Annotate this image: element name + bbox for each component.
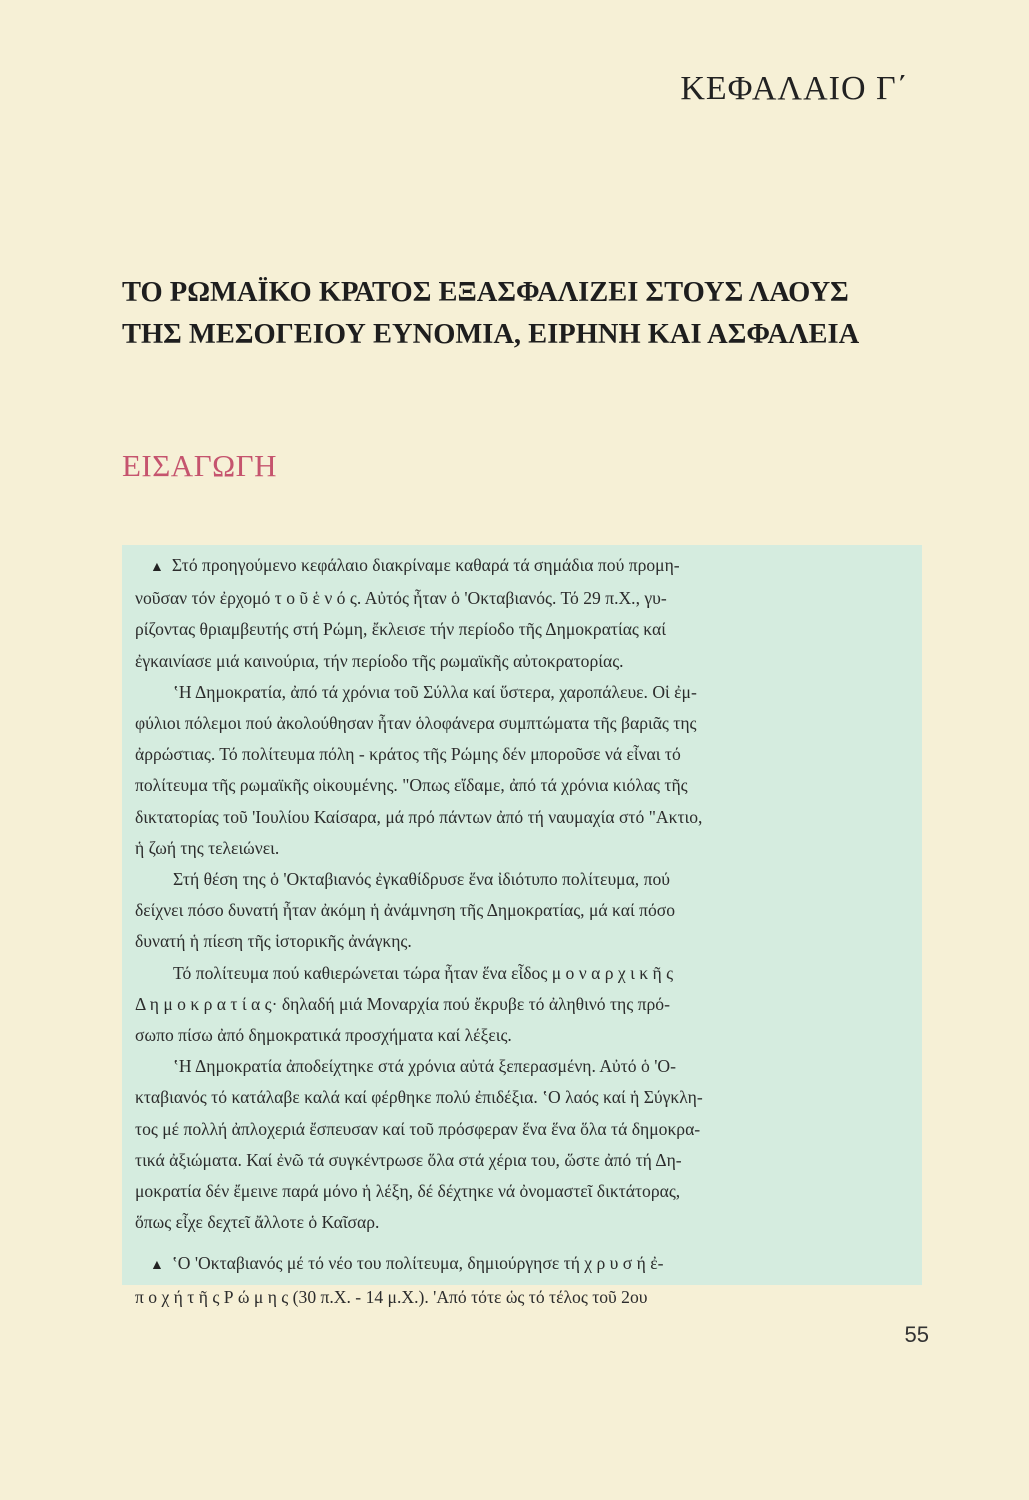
triangle-bullet-icon: ▲ xyxy=(150,1258,164,1274)
title-line-1: ΤΟ ΡΩΜΑΪΚΟ ΚΡΑΤΟΣ ΕΞΑΣΦΑΛΙΖΕΙ ΣΤΟΥΣ ΛΑΟΥΣ xyxy=(122,277,849,308)
text-line: τος μέ πολλή ἀπλοχεριά ἔσπευσαν καί τοῦ πρόσφεραν ἕνα ἕνα ὅλα τά δημοκρα- xyxy=(135,1118,701,1139)
text-line: ʽΗ Δημοκρατία ἀποδείχτηκε στά χρόνια αὐτά ξεπερασμένη. Αὐτό ὁ 'Ο- xyxy=(173,1056,676,1077)
text-line: ἀρρώστιας. Τό πολίτευμα πόλη - κράτος τῆς Ρώμης δέν μποροῦσε νά εἶναι τό xyxy=(135,744,681,765)
text-line: ▲ Στό προηγούμενο κεφάλαιο διακρίναμε καθαρά τά σημάδια πού προμη- xyxy=(135,550,905,583)
title-line-2: ΤΗΣ ΜΕΣΟΓΕΙΟΥ ΕΥΝΟΜΙΑ, ΕΙΡΗΝΗ ΚΑΙ ΑΣΦΑΛΕΙΑ xyxy=(122,319,860,350)
text-line: π ο χ ή τ ῆ ς Ρ ώ μ η ς (30 π.Χ. - 14 μ.Χ.). 'Από τότε ὡς τό τέλος τοῦ 2ου xyxy=(135,1286,648,1307)
page-title xyxy=(122,272,922,356)
chapter-heading: ΚΕΦΑΛΑΙΟ Γ΄ xyxy=(680,70,909,107)
text-line: Τό πολίτευμα πού καθιερώνεται τώρα ἦταν ἕνα εἶδος μ ο ν α ρ χ ι κ ῆ ς xyxy=(173,962,674,983)
triangle-bullet-icon: ▲ xyxy=(150,560,164,575)
text-line: φύλιοι πόλεμοι πού ἀκολούθησαν ἦταν ὁλοφάνερα συμπτώματα τῆς βαριᾶς της xyxy=(135,713,697,734)
text-line: ʽΗ Δημοκρατία, ἀπό τά χρόνια τοῦ Σύλλα καί ὕστερα, χαροπάλευε. Οἱ ἐμ- xyxy=(173,681,697,702)
text-line: δείχνει πόσο δυνατή ἦταν ἀκόμη ἡ ἀνάμνηση τῆς Δημοκρατίας, μά καί πόσο xyxy=(135,900,676,921)
text-line: πολίτευμα τῆς ρωμαϊκῆς οἰκουμένης. "Οπως εἴδαμε, ἀπό τά χρόνια κιόλας τῆς xyxy=(135,775,688,796)
text-line: Στή θέση της ὁ 'Οκταβιανός ἐγκαθίδρυσε ἕνα ἰδιότυπο πολίτευμα, πού xyxy=(173,869,670,890)
text-line: κταβιανός τό κατάλαβε καλά καί φέρθηκε πολύ ἐπιδέξια. ʽΟ λαός καί ἡ Σύγκλη- xyxy=(135,1087,703,1108)
text-line: νοῦσαν τόν ἐρχομό τ ο ῦ ἑ ν ό ς. Αὐτός ἦταν ὁ 'Οκταβιανός. Τό 29 π.Χ., γυ- xyxy=(135,588,667,609)
section-heading: ΕΙΣΑΓΩΓΗ xyxy=(122,448,277,483)
text-line: ἐγκαινίασε μιά καινούρια, τήν περίοδο τῆς ρωμαϊκῆς αὐτοκρατορίας. xyxy=(135,650,624,671)
body-text xyxy=(135,550,905,1313)
page-number: 55 xyxy=(904,1322,929,1347)
text-line: δυνατή ἡ πίεση τῆς ἱστορικῆς ἀνάγκης. xyxy=(135,931,412,952)
text-line: ἡ ζωή της τελειώνει. xyxy=(135,837,280,858)
text-line: δικτατορίας τοῦ 'Ιουλίου Καίσαρα, μά πρό πάντων ἀπό τή ναυμαχία στό "Ακτιο, xyxy=(135,806,703,827)
text-line: Δ η μ ο κ ρ α τ ί α ς· δηλαδή μιά Μοναρχία πού ἔκρυβε τό ἀληθινό της πρό- xyxy=(135,993,670,1014)
text-line: τικά ἀξιώματα. Καί ἐνῶ τά συγκέντρωσε ὅλα στά χέρια του, ὥστε ἀπό τή Δη- xyxy=(135,1149,682,1170)
text-line: μοκρατία δέν ἔμεινε παρά μόνο ἡ λέξη, δέ δέχτηκε νά ὀνομαστεῖ δικτάτορας, xyxy=(135,1181,681,1202)
text-line: ▲ ʽΟ 'Οκταβιανός μέ τό νέο του πολίτευμα, δημιούργησε τή χ ρ υ σ ή ἐ- xyxy=(150,1253,664,1274)
text-line: σωπο πίσω ἀπό δημοκρατικά προσχήματα καί λέξεις. xyxy=(135,1025,512,1046)
text-line: ρίζοντας θριαμβευτής στή Ρώμη, ἔκλεισε τήν περίοδο τῆς Δημοκρατίας καί xyxy=(135,619,666,640)
text-line: ὅπως εἶχε δεχτεῖ ἄλλοτε ὁ Καῖσαρ. xyxy=(135,1212,380,1233)
